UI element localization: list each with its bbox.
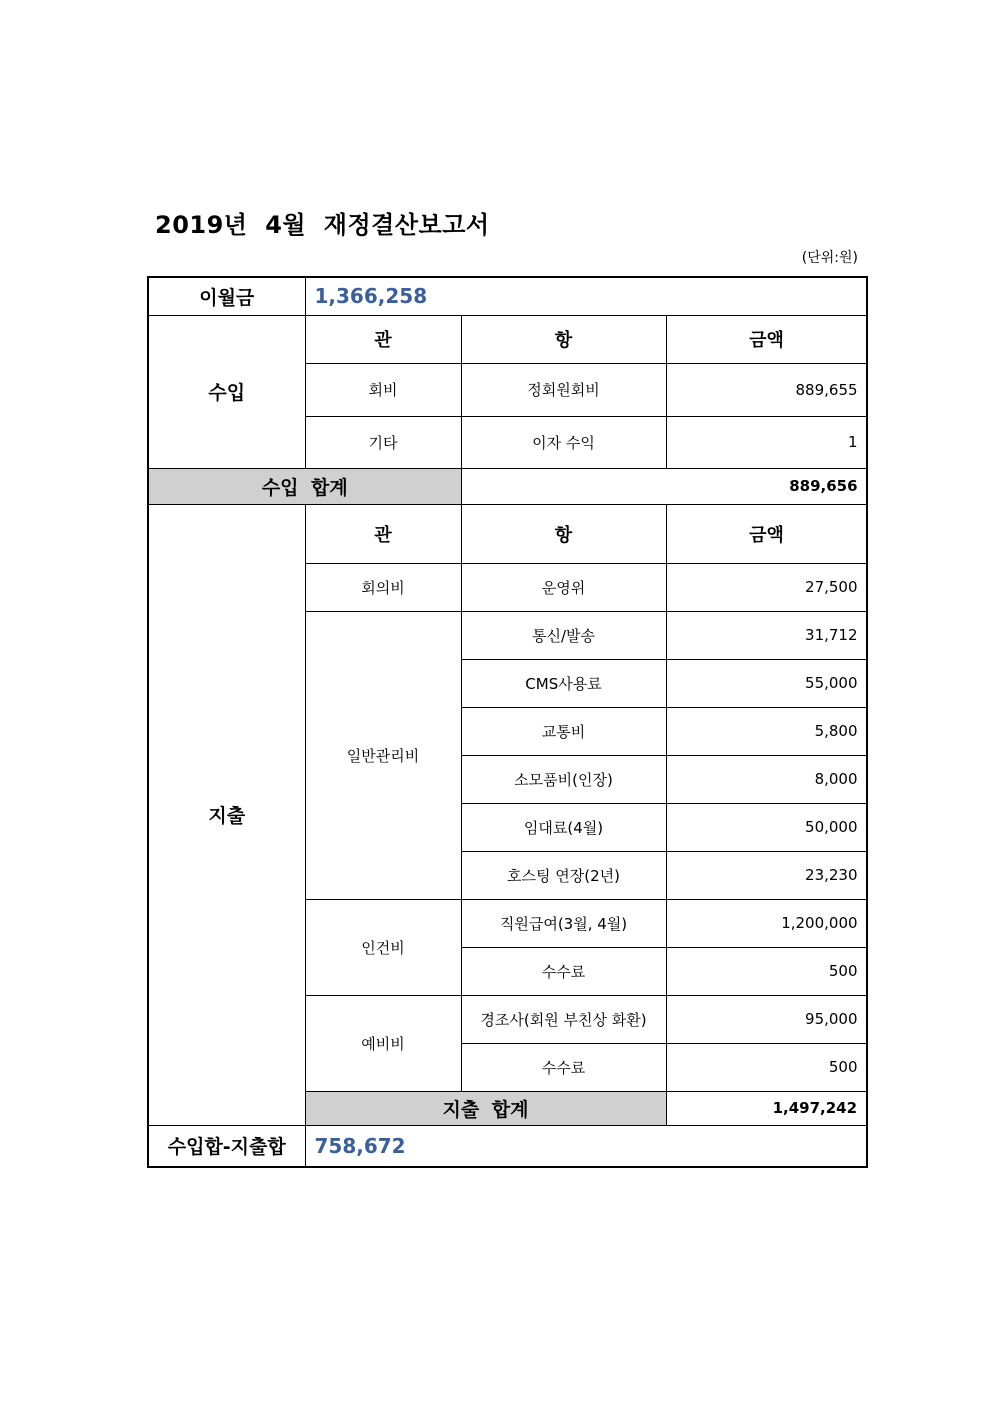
income-header-row [148,315,867,363]
balance-value: 758,672 [305,1125,867,1167]
expense-amount: 27,500 [666,563,867,611]
income-hang: 정회원회비 [461,363,666,416]
income-total-label: 수입 합계 [148,468,461,504]
expense-gwan: 인건비 [305,899,461,995]
expense-header-gwan: 관 [305,504,461,563]
expense-amount: 31,712 [666,611,867,659]
expense-amount: 55,000 [666,659,867,707]
expense-hang: 경조사(회원 부친상 화환) [461,995,666,1043]
balance-label: 수입합-지출합 [148,1125,305,1167]
income-amount: 1 [666,416,867,468]
expense-hang: 소모품비(인장) [461,755,666,803]
income-total-row [148,468,867,504]
income-header-gwan: 관 [305,315,461,363]
expense-hang: 교통비 [461,707,666,755]
carryover-value: 1,366,258 [305,277,867,315]
income-header-hang: 항 [461,315,666,363]
income-hang: 이자 수익 [461,416,666,468]
expense-amount: 500 [666,947,867,995]
expense-amount: 50,000 [666,803,867,851]
carryover-label: 이월금 [148,277,305,315]
settlement-table [147,276,868,1168]
expense-amount: 5,800 [666,707,867,755]
expense-amount: 500 [666,1043,867,1091]
report-title: 2019년 4월 재정결산보고서 [155,211,490,239]
income-section-label: 수입 [148,315,305,468]
balance-row [148,1125,867,1167]
expense-hang: 운영위 [461,563,666,611]
expense-hang: 수수료 [461,1043,666,1091]
expense-hang: 호스팅 연장(2년) [461,851,666,899]
expense-gwan: 일반관리비 [305,611,461,899]
expense-hang: 수수료 [461,947,666,995]
expense-gwan: 회의비 [305,563,461,611]
expense-amount: 23,230 [666,851,867,899]
expense-hang: 임대료(4월) [461,803,666,851]
income-total-value: 889,656 [461,468,867,504]
expense-total-value: 1,497,242 [666,1091,867,1125]
expense-hang: 직원급여(3월, 4월) [461,899,666,947]
expense-gwan: 예비비 [305,995,461,1091]
expense-total-label: 지출 합계 [305,1091,666,1125]
expense-hang: CMS사용료 [461,659,666,707]
expense-amount: 8,000 [666,755,867,803]
income-gwan: 회비 [305,363,461,416]
expense-amount: 95,000 [666,995,867,1043]
expense-section-label: 지출 [148,504,305,1125]
income-amount: 889,655 [666,363,867,416]
expense-hang: 통신/발송 [461,611,666,659]
income-gwan: 기타 [305,416,461,468]
income-header-amount: 금액 [666,315,867,363]
expense-header-row [148,504,867,563]
carryover-row [148,277,867,315]
unit-note: (단위:원) [801,250,858,266]
expense-amount: 1,200,000 [666,899,867,947]
expense-header-amount: 금액 [666,504,867,563]
expense-header-hang: 항 [461,504,666,563]
